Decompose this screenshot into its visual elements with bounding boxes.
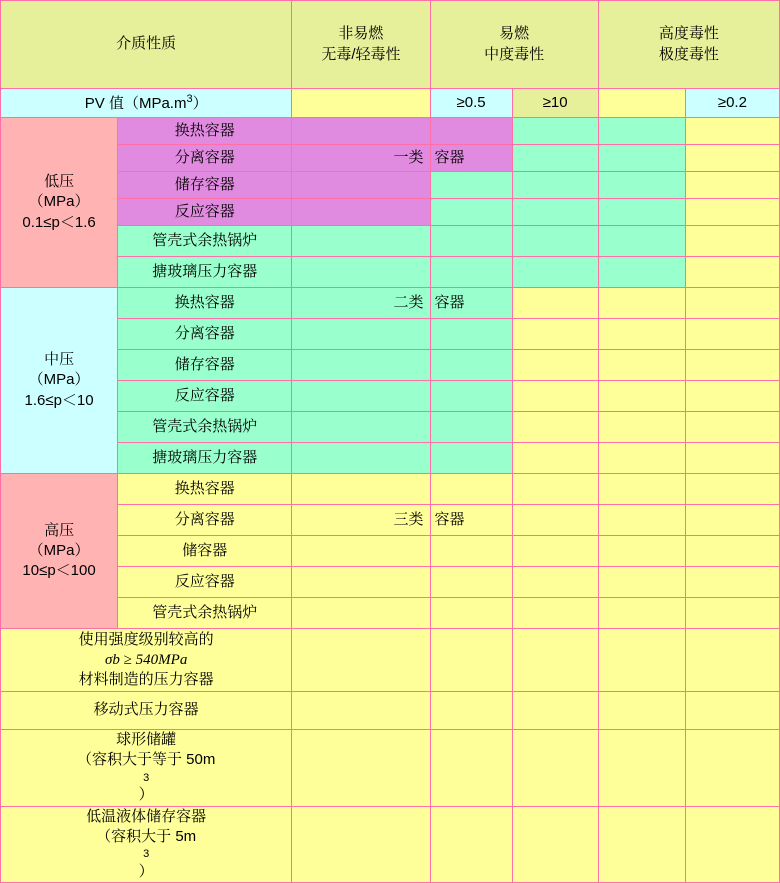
cell-high-0-toxic-a xyxy=(598,474,685,505)
vessel-type-low-4: 管壳式余热锅炉 xyxy=(118,226,292,257)
cell-mid-1-toxic-b xyxy=(685,319,779,350)
table-row xyxy=(1,172,780,199)
cell-mid-5-flammable-b xyxy=(512,443,598,474)
cell-mid-2-toxic-b xyxy=(685,350,779,381)
cell-low-1-toxic-a xyxy=(598,145,685,172)
header-col-flammable-line2: 中度毒性 xyxy=(484,45,545,63)
class-label-two-suffix: 容器 xyxy=(430,288,512,319)
vessel-type-low-2: 储存容器 xyxy=(118,172,292,199)
cell-mid-1-flammable-b xyxy=(512,319,598,350)
note-2-flammable-a xyxy=(430,730,512,807)
table-row xyxy=(1,412,780,443)
note-spherical-line2-text: （容积大于等于 50m xyxy=(77,751,216,769)
cell-low-0-toxic-b xyxy=(685,118,779,145)
note-0-nonflammable xyxy=(292,629,430,692)
table-row xyxy=(1,598,780,629)
cell-high-3-flammable-a xyxy=(430,567,512,598)
cell-mid-0-toxic-b xyxy=(685,288,779,319)
note-cryogenic-line1: 低温液体储存容器 xyxy=(86,807,207,825)
group-label-mid-line2: （MPa） xyxy=(28,371,90,389)
vessel-type-high-1: 分离容器 xyxy=(118,505,292,536)
cell-high-3-flammable-b xyxy=(512,567,598,598)
cell-high-2-toxic-a xyxy=(598,536,685,567)
note-1-toxic-a xyxy=(598,692,685,730)
cell-high-2-nonflammable xyxy=(292,536,430,567)
cell-low-5-toxic-b xyxy=(685,257,779,288)
header-col-nonflammable-line1: 非易燃 xyxy=(338,25,384,43)
group-label-high-pressure xyxy=(1,474,118,629)
header-col-flammable xyxy=(430,1,598,89)
cell-high-3-nonflammable xyxy=(292,567,430,598)
table-row xyxy=(1,288,780,319)
cell-high-1-toxic-b xyxy=(685,505,779,536)
cell-high-0-nonflammable xyxy=(292,474,430,505)
note-row-cryogenic-vessel xyxy=(1,806,780,883)
note-high-strength-line2: 材料制造的压力容器 xyxy=(78,671,214,689)
cell-mid-5-toxic-b xyxy=(685,443,779,474)
cell-low-4-toxic-b xyxy=(685,226,779,257)
cell-mid-2-flammable-b xyxy=(512,350,598,381)
note-1-toxic-b xyxy=(685,692,779,730)
vessel-type-mid-1: 分离容器 xyxy=(118,319,292,350)
note-high-strength-label xyxy=(1,629,292,692)
vessel-type-mid-3: 反应容器 xyxy=(118,381,292,412)
cell-mid-5-nonflammable xyxy=(292,443,430,474)
note-spherical-sup: 3 xyxy=(143,771,150,784)
vessel-type-mid-2: 储存容器 xyxy=(118,350,292,381)
cell-low-3-flammable-b xyxy=(512,199,598,226)
table-row xyxy=(1,443,780,474)
note-spherical-line2-tail: ） xyxy=(138,786,154,804)
table-row xyxy=(1,350,780,381)
note-spherical-line1: 球形储罐 xyxy=(116,731,177,748)
cell-mid-3-nonflammable xyxy=(292,381,430,412)
cell-low-0-toxic-a xyxy=(598,118,685,145)
vessel-type-high-4: 管壳式余热锅炉 xyxy=(118,598,292,629)
cell-low-2-flammable-b xyxy=(512,172,598,199)
table-row xyxy=(1,145,780,172)
cell-low-2-toxic-b xyxy=(685,172,779,199)
pv-value-flammable-b: ≥10 xyxy=(512,89,598,118)
cell-low-0-flammable-a xyxy=(430,118,512,145)
note-cryogenic-label xyxy=(1,806,292,883)
cell-low-2-flammable-a xyxy=(430,172,512,199)
header-col-toxic-line2: 极度毒性 xyxy=(658,45,719,63)
note-row-high-strength-material xyxy=(1,629,780,692)
note-2-flammable-b xyxy=(512,730,598,807)
vessel-type-high-2: 储容器 xyxy=(118,536,292,567)
cell-low-5-toxic-a xyxy=(598,257,685,288)
vessel-type-mid-5: 搪玻璃压力容器 xyxy=(118,443,292,474)
cell-mid-5-toxic-a xyxy=(598,443,685,474)
cell-mid-4-toxic-b xyxy=(685,412,779,443)
vessel-type-low-5: 搪玻璃压力容器 xyxy=(118,257,292,288)
table-row xyxy=(1,319,780,350)
table-row xyxy=(1,226,780,257)
vessel-type-mid-0: 换热容器 xyxy=(118,288,292,319)
cell-mid-0-toxic-a xyxy=(598,288,685,319)
vessel-type-low-0: 换热容器 xyxy=(118,118,292,145)
cell-high-4-flammable-a xyxy=(430,598,512,629)
note-1-flammable-a xyxy=(430,692,512,730)
cell-high-3-toxic-b xyxy=(685,567,779,598)
note-3-flammable-a xyxy=(430,806,512,883)
cell-low-1-flammable-b xyxy=(512,145,598,172)
cell-low-0-flammable-b xyxy=(512,118,598,145)
cell-low-5-flammable-b xyxy=(512,257,598,288)
note-2-nonflammable xyxy=(292,730,430,807)
pv-value-toxic-b: ≥0.2 xyxy=(685,89,779,118)
table-row xyxy=(1,257,780,288)
header-col-toxic xyxy=(598,1,779,89)
cell-low-4-toxic-a xyxy=(598,226,685,257)
cell-mid-3-toxic-b xyxy=(685,381,779,412)
note-cryogenic-line2-tail: ） xyxy=(138,862,154,880)
note-2-toxic-b xyxy=(685,730,779,807)
vessel-type-high-3: 反应容器 xyxy=(118,567,292,598)
cell-high-4-flammable-b xyxy=(512,598,598,629)
cell-low-2-toxic-a xyxy=(598,172,685,199)
cell-mid-2-nonflammable xyxy=(292,350,430,381)
note-high-strength-line1 xyxy=(3,630,289,671)
note-1-nonflammable xyxy=(292,692,430,730)
note-cryogenic-line2-text: （容积大于 5m xyxy=(96,827,197,845)
cell-high-3-toxic-a xyxy=(598,567,685,598)
header-col-toxic-line1: 高度毒性 xyxy=(658,25,719,43)
class-label-one-suffix: 容器 xyxy=(430,145,512,172)
cell-high-0-flammable-b xyxy=(512,474,598,505)
cell-low-4-flammable-a xyxy=(430,226,512,257)
class-label-three: 三类 xyxy=(292,505,430,536)
note-3-toxic-b xyxy=(685,806,779,883)
note-0-toxic-b xyxy=(685,629,779,692)
note-3-nonflammable xyxy=(292,806,430,883)
class-label-two: 二类 xyxy=(292,288,430,319)
group-label-mid-pressure xyxy=(1,288,118,474)
cell-low-4-nonflammable xyxy=(292,226,430,257)
table-row xyxy=(1,536,780,567)
cell-mid-1-toxic-a xyxy=(598,319,685,350)
cell-low-5-nonflammable xyxy=(292,257,430,288)
note-spherical-line2 xyxy=(3,750,289,805)
cell-mid-5-flammable-a xyxy=(430,443,512,474)
vessel-type-low-1: 分离容器 xyxy=(118,145,292,172)
table-row xyxy=(1,567,780,598)
header-col-nonflammable xyxy=(292,1,430,89)
cell-mid-3-flammable-b xyxy=(512,381,598,412)
note-2-toxic-a xyxy=(598,730,685,807)
vessel-type-high-0: 换热容器 xyxy=(118,474,292,505)
table-row xyxy=(1,474,780,505)
note-row-mobile-vessel xyxy=(1,692,780,730)
note-high-strength-text1: 使用强度级别较高的 xyxy=(78,630,214,648)
cell-mid-4-toxic-a xyxy=(598,412,685,443)
group-label-mid-line3: 1.6≤p＜10 xyxy=(24,391,94,409)
note-0-flammable-b xyxy=(512,629,598,692)
header-media-property: 介质性质 xyxy=(1,1,292,89)
group-label-low-line2: （MPa） xyxy=(28,193,90,211)
note-0-flammable-a xyxy=(430,629,512,692)
group-label-high-line2: （MPa） xyxy=(28,541,90,559)
pv-label xyxy=(1,89,292,118)
class-label-one: 一类 xyxy=(292,145,430,172)
cell-high-0-flammable-a xyxy=(430,474,512,505)
cell-mid-4-flammable-a xyxy=(430,412,512,443)
class-label-three-suffix: 容器 xyxy=(430,505,512,536)
cell-mid-3-toxic-a xyxy=(598,381,685,412)
cell-low-2-nonflammable xyxy=(292,172,430,199)
header-col-flammable-line1: 易燃 xyxy=(499,25,530,43)
cell-mid-1-nonflammable xyxy=(292,319,430,350)
cell-high-4-nonflammable xyxy=(292,598,430,629)
cell-mid-4-nonflammable xyxy=(292,412,430,443)
note-high-strength-formula: σb ≥ 540MPa xyxy=(105,651,188,668)
cell-low-3-toxic-b xyxy=(685,199,779,226)
pv-value-nonflammable xyxy=(292,89,430,118)
cell-mid-0-flammable-b xyxy=(512,288,598,319)
table-row xyxy=(1,505,780,536)
cell-mid-4-flammable-b xyxy=(512,412,598,443)
pv-value-row xyxy=(1,89,780,118)
pv-label-tail: ） xyxy=(192,94,208,112)
group-label-high-line3: 10≤p＜100 xyxy=(22,562,96,580)
cell-mid-1-flammable-a xyxy=(430,319,512,350)
header-col-nonflammable-line2: 无毒/轻毒性 xyxy=(321,45,401,63)
note-1-flammable-b xyxy=(512,692,598,730)
cell-low-3-nonflammable xyxy=(292,199,430,226)
pv-label-sup: 3 xyxy=(186,92,193,105)
cell-high-4-toxic-b xyxy=(685,598,779,629)
cell-high-1-flammable-b xyxy=(512,505,598,536)
vessel-type-low-3: 反应容器 xyxy=(118,199,292,226)
note-mobile-vessel-label: 移动式压力容器 xyxy=(1,692,292,730)
cell-low-5-flammable-a xyxy=(430,257,512,288)
cell-high-0-toxic-b xyxy=(685,474,779,505)
pv-value-flammable-a: ≥0.5 xyxy=(430,89,512,118)
table-row xyxy=(1,381,780,412)
group-label-low-pressure xyxy=(1,118,118,288)
note-3-flammable-b xyxy=(512,806,598,883)
cell-high-2-flammable-b xyxy=(512,536,598,567)
group-label-low-line1: 低压 xyxy=(44,173,75,191)
note-cryogenic-line2 xyxy=(3,827,289,882)
pv-value-toxic-a xyxy=(598,89,685,118)
cell-high-2-toxic-b xyxy=(685,536,779,567)
cell-high-2-flammable-a xyxy=(430,536,512,567)
note-3-toxic-a xyxy=(598,806,685,883)
table-row xyxy=(1,118,780,145)
group-label-low-line3: 0.1≤p＜1.6 xyxy=(22,213,96,231)
cell-low-3-toxic-a xyxy=(598,199,685,226)
table-header-row xyxy=(1,1,780,89)
cell-high-1-toxic-a xyxy=(598,505,685,536)
cell-low-0-nonflammable xyxy=(292,118,430,145)
cell-high-4-toxic-a xyxy=(598,598,685,629)
cell-mid-2-flammable-a xyxy=(430,350,512,381)
cell-mid-3-flammable-a xyxy=(430,381,512,412)
table-row xyxy=(1,199,780,226)
group-label-mid-line1: 中压 xyxy=(44,351,75,369)
pv-label-text: PV 值（MPa.m xyxy=(84,94,187,112)
note-0-toxic-a xyxy=(598,629,685,692)
cell-low-3-flammable-a xyxy=(430,199,512,226)
cell-mid-2-toxic-a xyxy=(598,350,685,381)
vessel-type-mid-4: 管壳式余热锅炉 xyxy=(118,412,292,443)
group-label-high-line1: 高压 xyxy=(44,521,75,539)
cell-low-1-toxic-b xyxy=(685,145,779,172)
note-spherical-tank-label xyxy=(1,730,292,807)
note-cryogenic-sup: 3 xyxy=(143,848,150,861)
cell-low-4-flammable-b xyxy=(512,226,598,257)
note-row-spherical-tank xyxy=(1,730,780,807)
